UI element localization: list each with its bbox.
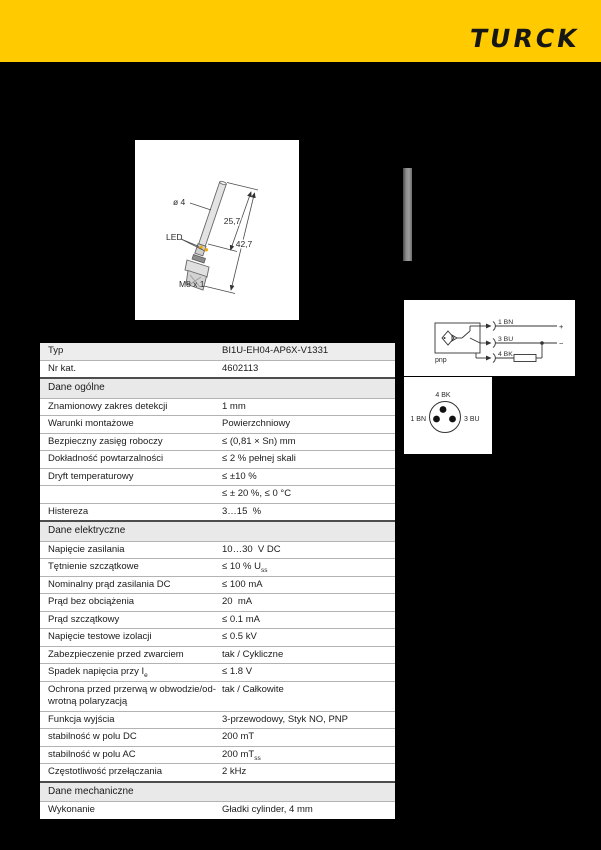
- pinout-top-label: 4 BK: [435, 392, 451, 399]
- spec-row: [40, 576, 395, 594]
- spec-label: Prąd bez obciążenia: [48, 596, 135, 607]
- spec-row: [40, 728, 395, 746]
- dim-diameter-label: ø 4: [173, 197, 186, 207]
- spec-value: 3…15 %: [222, 505, 262, 517]
- spec-label: Ochrona przed przerwą w obwodzie/od-wrotną polaryzacją: [48, 683, 216, 707]
- wiring-diagram-icon: [404, 300, 575, 376]
- spec-value: 4602113: [222, 362, 259, 374]
- spec-section-header: [40, 520, 395, 541]
- spec-label: Tętnienie szczątkowe: [48, 561, 139, 572]
- spec-label: Dane ogólne: [48, 382, 105, 393]
- spec-row: [40, 541, 395, 559]
- spec-value: ≤ ±10 %: [222, 470, 257, 482]
- spec-label: Częstotliwość przełączania: [48, 766, 163, 777]
- sensor-drawing-icon: [135, 140, 299, 320]
- spec-value: 200 mT: [222, 731, 255, 742]
- spec-row: [40, 503, 395, 521]
- spec-value: ≤ 2 % pełnej skali: [222, 453, 296, 464]
- spec-row: [40, 801, 395, 819]
- minus-terminal-label: −: [559, 339, 564, 348]
- spec-label: Napięcie testowe izolacji: [48, 631, 152, 642]
- spec-label: Dryft temperaturowy: [48, 470, 134, 482]
- wire-1bn-label: 1 BN: [498, 319, 514, 326]
- spec-label: Nominalny prąd zasilania DC: [48, 578, 171, 590]
- spec-label: Warunki montażowe: [48, 418, 134, 429]
- wire-4bk-label: 4 BK: [498, 351, 513, 358]
- spec-table: [40, 340, 395, 822]
- led-dot: [205, 248, 208, 251]
- spec-row: [40, 663, 395, 681]
- spec-value: ≤ 10 % $U_{ss}$: [222, 561, 268, 574]
- dim-25-label: 25,7: [223, 216, 241, 226]
- thread-label: M8 x 1: [179, 279, 205, 289]
- spec-row: [40, 450, 395, 468]
- spec-value: tak / Całkowite: [222, 683, 284, 695]
- spec-row: [40, 485, 395, 503]
- spec-label: Spadek napięcia przy $I_e$: [48, 666, 148, 679]
- spec-label: Dane mechaniczne: [48, 785, 134, 797]
- pin-4-dot: [440, 406, 447, 413]
- spec-row: [40, 681, 395, 711]
- spec-row: [40, 360, 395, 378]
- spec-row: [40, 468, 395, 486]
- spec-row: [40, 746, 395, 764]
- spec-label: stabilność w polu AC: [48, 748, 136, 760]
- spec-value: BI1U-EH04-AP6X-V1331: [222, 345, 329, 356]
- spec-value: tak / Cykliczne: [222, 648, 284, 660]
- spec-value: ≤ 0.5 kV: [222, 631, 257, 642]
- spec-value: 200 $mT_{ss}$: [222, 748, 261, 762]
- spec-label: Histereza: [48, 505, 89, 517]
- spec-label: Dane elektryczne: [48, 525, 126, 536]
- spec-value: ≤ 0.1 mA: [222, 613, 260, 625]
- spec-label: Prąd szczątkowy: [48, 613, 120, 625]
- spec-value: ≤ ± 20 %, ≤ 0 °C: [222, 488, 292, 499]
- spec-value: ≤ 100 mA: [222, 578, 263, 590]
- spec-section-header: [40, 781, 395, 802]
- spec-label: Bezpieczny zasięg roboczy: [48, 435, 163, 447]
- spec-row: [40, 711, 395, 729]
- pinout-right-label: 3 BU: [464, 416, 480, 423]
- spec-row: [40, 433, 395, 451]
- spec-label: Wykonanie: [48, 804, 95, 815]
- spec-value: Powierzchniowy: [222, 418, 291, 429]
- spec-label: Znamionowy zakres detekcji: [48, 400, 168, 412]
- pin-3-dot: [449, 416, 456, 423]
- plus-terminal-label: +: [559, 322, 564, 331]
- spec-value: ≤ (0,81 × Sn) mm: [222, 435, 296, 447]
- spec-row: [40, 398, 395, 416]
- pinout-left-label: 1 BN: [410, 416, 426, 423]
- wiring-diagram: [404, 300, 575, 376]
- spec-row: [40, 343, 395, 360]
- circuit-type-label: pnp: [435, 357, 447, 364]
- spec-row: [40, 558, 395, 576]
- spec-row: [40, 628, 395, 646]
- spec-label: stabilność w polu DC: [48, 731, 137, 742]
- spec-value: 10…30 V DC: [222, 543, 281, 555]
- pin-1-dot: [433, 416, 440, 423]
- product-dimension-drawing: [135, 140, 299, 320]
- spec-row: [40, 593, 395, 611]
- spec-label: Typ: [48, 345, 64, 356]
- spec-value: 2 kHz: [222, 766, 247, 777]
- led-label: LED: [166, 232, 183, 242]
- connector-pinout: [404, 377, 492, 454]
- spec-value: 20 mA: [222, 596, 253, 607]
- spec-value: 3-przewodowy, Styk NO, PNP: [222, 713, 349, 725]
- connector-pinout-icon: [404, 377, 492, 454]
- spec-label: Napięcie zasilania: [48, 543, 125, 555]
- spec-label: Funkcja wyjścia: [48, 713, 115, 725]
- spec-label: Nr kat.: [48, 362, 76, 374]
- wire-3bu-label: 3 BU: [498, 336, 514, 343]
- spec-section-header: [40, 377, 395, 398]
- spec-value: ≤ 1.8 V: [222, 666, 253, 677]
- spec-value: 1 mm: [222, 400, 246, 412]
- spec-row: [40, 415, 395, 433]
- spec-label: Zabezpieczenie przed zwarciem: [48, 648, 184, 660]
- spec-row: [40, 763, 395, 781]
- spec-row: [40, 611, 395, 629]
- spec-row: [40, 646, 395, 664]
- dim-42-label: 42,7: [235, 239, 253, 249]
- junction-dot: [540, 341, 544, 345]
- spec-label: Dokładność powtarzalności: [48, 453, 164, 464]
- spec-value: Gładki cylinder, 4 mm: [222, 804, 313, 815]
- turck-logo: TURCK: [467, 24, 582, 53]
- product-photo: [403, 168, 412, 261]
- header-band: [0, 0, 601, 62]
